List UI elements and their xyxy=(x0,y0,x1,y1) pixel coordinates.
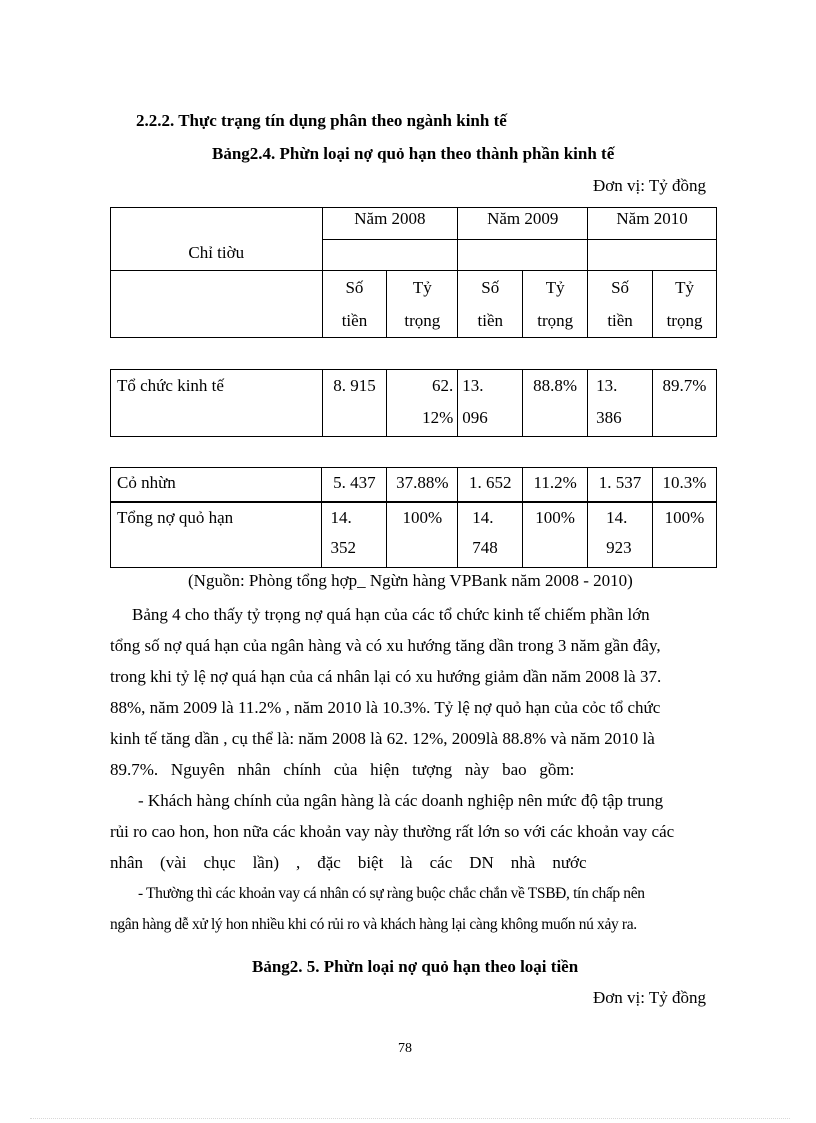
paragraph-line: 88%, năm 2009 là 11.2% , năm 2010 là 10.3%. Tỷ lệ nợ quỏ hạn của cỏc tổ chức xyxy=(110,698,661,717)
cell-2009-share: 100% xyxy=(523,502,588,568)
paragraph-line: tổng số nợ quá hạn của ngân hàng và có xu hướng tăng dần trong 3 năm gần đây, xyxy=(110,636,661,655)
paragraph-line: rủi ro cao hon, hon nữa các khoản vay này thường rất lớn so với các khoản vay các xyxy=(110,822,675,841)
blank-header-cell xyxy=(588,240,717,271)
cell-2010-amount: 13. 386 xyxy=(588,370,653,437)
blank-header-cell xyxy=(111,271,323,338)
cell-2009-share: 88.8% xyxy=(523,370,588,437)
cell-2009-amount: 13. 096 xyxy=(458,370,523,437)
year-header-2009: Năm 2009 xyxy=(458,208,588,240)
table1-header xyxy=(110,207,717,338)
subheader-amount: Số tiền xyxy=(322,271,387,338)
table1-row-organizations xyxy=(110,369,717,437)
table2-caption: Bảng2. 5. Phừn loại nợ quỏ hạn theo loại tiền xyxy=(252,957,579,976)
year-header-2008: Năm 2008 xyxy=(322,208,458,240)
cell-2010-share: 89.7% xyxy=(653,370,717,437)
paragraph-line: nhân (vài chục lần) , đặc biệt là các DN nhà nước xyxy=(110,853,587,872)
paragraph-line: - Thường thì các khoản vay cá nhân có sự ràng buộc chắc chắn về TSBĐ, tín chấp nên xyxy=(138,885,645,902)
paragraph-line: kinh tế tăng dần , cụ thể là: năm 2008 là 62. 12%, 2009là 88.8% và năm 2010 là xyxy=(110,729,655,748)
table1-source: (Nguồn: Phòng tổng hợp_ Ngừn hàng VPBank năm 2008 - 2010) xyxy=(188,571,633,590)
cell-2008-amount: 5. 437 xyxy=(322,468,387,502)
row-label: Cỏ nhừn xyxy=(111,468,322,502)
cell-2010-amount: 14. 923 xyxy=(588,502,653,568)
row-header-cell xyxy=(111,208,323,271)
cell-2010-share: 10.3% xyxy=(653,468,717,502)
table1-rows-individuals-total xyxy=(110,467,717,568)
row-label: Tổ chức kinh tế xyxy=(111,370,323,437)
paragraph-analysis xyxy=(110,599,718,785)
row-label: Tổng nợ quỏ hạn xyxy=(111,502,322,568)
cell-2009-amount: 14. 748 xyxy=(458,502,523,568)
paragraph-line: trong khi tỷ lệ nợ quá hạn của cá nhân lại có xu hướng giảm dần năm 2008 là 37. xyxy=(110,667,662,686)
row-header-label: Chỉ tiờu xyxy=(188,243,245,262)
table2-unit: Đơn vị: Tỷ đồng xyxy=(593,988,707,1007)
cell-2008-share: 100% xyxy=(387,502,458,568)
year-header-2010: Năm 2010 xyxy=(588,208,717,240)
subheader-share: Tỷ trọng xyxy=(523,271,588,338)
blank-header-cell xyxy=(322,240,458,271)
bullet-corporate-customers xyxy=(110,785,718,878)
cell-2008-share: 62. 12% xyxy=(387,370,458,437)
cell-2010-share: 100% xyxy=(653,502,717,568)
cell-2009-amount: 1. 652 xyxy=(458,468,523,502)
page-number: 78 xyxy=(398,1041,412,1056)
cell-2008-amount: 14. 352 xyxy=(322,502,387,568)
page-bottom-divider xyxy=(30,1118,790,1120)
cell-2009-share: 11.2% xyxy=(523,468,588,502)
section-heading: 2.2.2. Thực trạng tín dụng phân theo ngành kinh tế xyxy=(136,111,507,130)
cell-2010-amount: 1. 537 xyxy=(588,468,653,502)
subheader-share: Tỷ trọng xyxy=(653,271,717,338)
paragraph-line: - Khách hàng chính của ngân hàng là các doanh nghiệp nên mức độ tập trung xyxy=(138,791,664,810)
table1-unit: Đơn vị: Tỷ đồng xyxy=(593,176,707,195)
blank-header-cell xyxy=(458,240,588,271)
subheader-amount: Số tiền xyxy=(588,271,653,338)
paragraph-line: ngân hàng dễ xử lý hon nhiều khi có rủi ro và khách hàng lại càng không muốn nú xảy ra. xyxy=(110,916,637,933)
bullet-individual-loans xyxy=(110,878,718,940)
subheader-amount: Số tiền xyxy=(458,271,523,338)
cell-2008-amount: 8. 915 xyxy=(322,370,387,437)
paragraph-line: Bảng 4 cho thấy tỷ trọng nợ quá hạn của các tổ chức kinh tế chiếm phần lớn xyxy=(132,605,650,624)
subheader-share: Tỷ trọng xyxy=(387,271,458,338)
table1-caption: Bảng2.4. Phừn loại nợ quỏ hạn theo thành phần kinh tế xyxy=(212,144,615,163)
cell-2008-share: 37.88% xyxy=(387,468,458,502)
paragraph-line: 89.7%. Nguyên nhân chính của hiện tượng này bao gồm: xyxy=(110,760,575,779)
